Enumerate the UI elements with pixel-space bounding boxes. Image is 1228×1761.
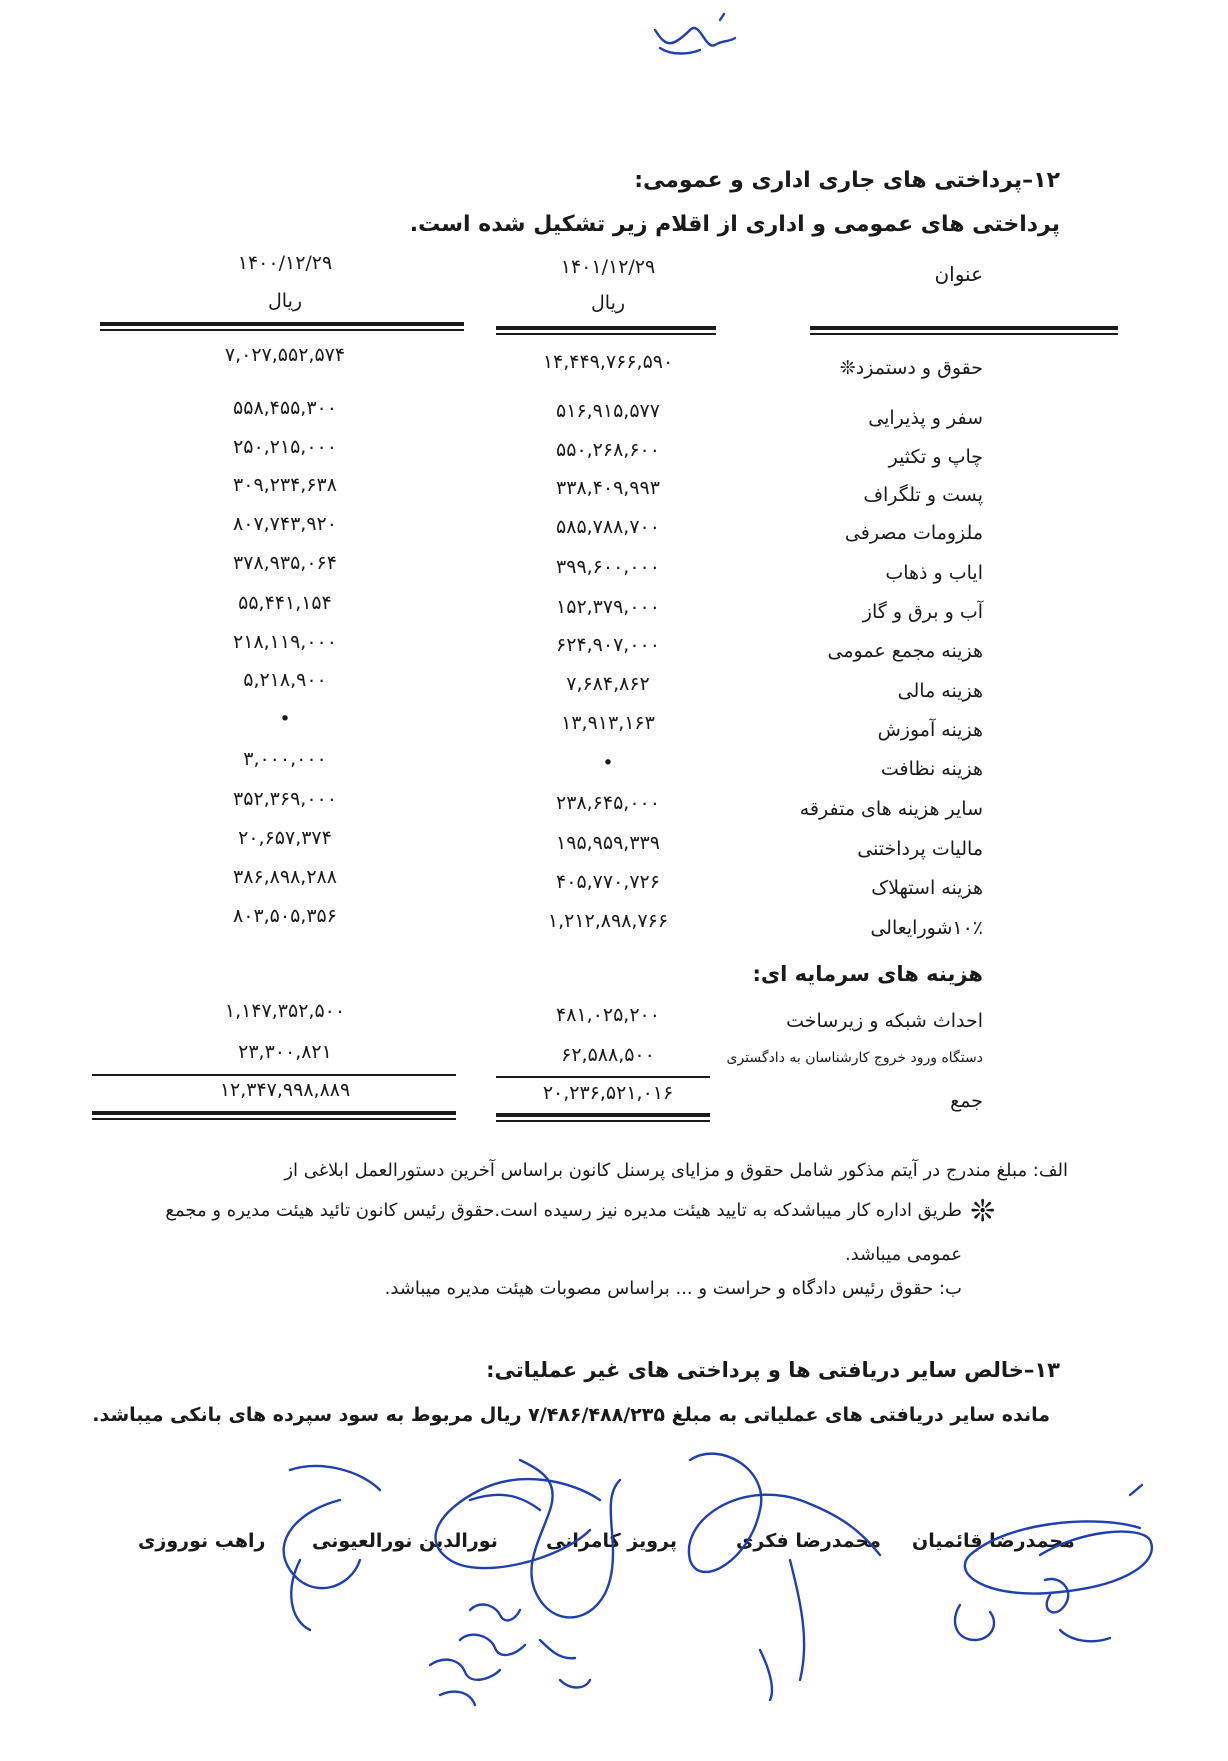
row-value-1401: ۱۴,۴۴۹,۷۶۶,۵۹۰ xyxy=(542,351,674,373)
total-bottom-rule-1400 xyxy=(92,1111,456,1115)
row-value-1400: ۲۵۰,۲۱۵,۰۰۰ xyxy=(233,436,337,458)
row-label: هزینه آموزش xyxy=(877,719,983,741)
signatory-name: نورالدین نورالعیونی xyxy=(312,1530,498,1552)
row-label: چاپ و تکثیر xyxy=(888,446,983,468)
capital-heading: هزینه های سرمایه ای: xyxy=(752,962,983,986)
total-label: جمع xyxy=(950,1090,983,1112)
row-value-1401: ۳۳۸,۴۰۹,۹۹۳ xyxy=(556,477,660,499)
column-title-header: عنوان xyxy=(934,262,983,286)
column-1400-date: ۱۴۰۰/۱۲/۲۹ xyxy=(237,252,333,274)
total-value-1401: ۲۰,۲۳۶,۵۲۱,۰۱۶ xyxy=(542,1082,674,1104)
header-rule-1401-2 xyxy=(496,333,716,335)
row-label: ایاب و ذهاب xyxy=(885,562,983,584)
row-value-1401: • xyxy=(602,752,614,774)
row-value-1401: ۱,۲۱۲,۸۹۸,۷۶۶ xyxy=(547,910,669,932)
row-label: مالیات پرداختنی xyxy=(857,838,983,860)
row-value-1401: ۱۵۲,۳۷۹,۰۰۰ xyxy=(556,596,660,618)
total-bottom-rule-1401 xyxy=(496,1113,710,1117)
row-label: سایر هزینه های متفرقه xyxy=(799,798,983,820)
row-value-1400: ۵,۲۱۸,۹۰۰ xyxy=(243,669,327,691)
row-value-1401: ۴۰۵,۷۷۰,۷۲۶ xyxy=(556,871,660,893)
row-value-1400: ۳,۰۰۰,۰۰۰ xyxy=(243,748,327,770)
row-value-1400: ۷,۰۲۷,۵۵۲,۵۷۴ xyxy=(224,344,346,366)
row-value-1400: ۳۰۹,۲۳۴,۶۳۸ xyxy=(233,474,337,496)
row-label: ۱۰٪شورایعالی xyxy=(870,917,983,939)
section-12-subtitle: پرداختی های عمومی و اداری از اقلام زیر تشکیل شده است. xyxy=(409,212,1060,237)
row-label: هزینه استهلاک xyxy=(871,877,983,899)
total-top-rule-1401 xyxy=(496,1076,710,1078)
header-rule-1400-2 xyxy=(100,329,464,331)
row-value-1400: ۲۰,۶۵۷,۳۷۴ xyxy=(238,827,332,849)
row-label: هزینه نظافت xyxy=(880,758,983,780)
row-value-1400: • xyxy=(279,708,291,730)
row-label: ملزومات مصرفی xyxy=(844,522,983,544)
row-label: حقوق و دستمزد❊ xyxy=(839,357,983,379)
row-value-1400: ۸۰۳,۵۰۵,۳۵۶ xyxy=(233,905,337,927)
row-value-1401: ۵۵۰,۲۶۸,۶۰۰ xyxy=(556,439,660,461)
row-value-1401: ۷,۶۸۴,۸۶۲ xyxy=(566,673,650,695)
row-value-1401: ۱۹۵,۹۵۹,۳۳۹ xyxy=(556,832,660,854)
row-value-1400: ۵۵۸,۴۵۵,۳۰۰ xyxy=(233,397,337,419)
row-label: سفر و پذیرایی xyxy=(868,407,983,429)
row-value-1401: ۶۲۴,۹۰۷,۰۰۰ xyxy=(556,634,660,656)
section-12-title: ۱۲–پرداختی های جاری اداری و عمومی: xyxy=(634,168,1060,193)
signatory-name: محمدرضا قائمیان xyxy=(912,1530,1075,1552)
row-value-1400: ۳۷۸,۹۳۵,۰۶۴ xyxy=(233,552,337,574)
total-top-rule-1400 xyxy=(92,1074,456,1076)
capital-row-value-1401: ۶۲,۵۸۸,۵۰۰ xyxy=(561,1044,655,1066)
note-line-4: ب: حقوق رئیس دادگاه و حراست و ... براساس مصوبات هیئت مدیره میباشد. xyxy=(384,1278,962,1299)
capital-row-value-1400: ۱,۱۴۷,۳۵۲,۵۰۰ xyxy=(224,1000,346,1022)
capital-row-value-1401: ۴۸۱,۰۲۵,۲۰۰ xyxy=(556,1004,660,1026)
capital-row-label: احداث شبکه و زیرساخت xyxy=(786,1010,983,1032)
signatory-name: راهب نوروزی xyxy=(138,1530,266,1552)
row-value-1401: ۱۳,۹۱۳,۱۶۳ xyxy=(561,712,655,734)
asterisk-icon: ❊ xyxy=(970,1194,996,1229)
capital-row-label: دستگاه ورود خروج کارشناسان به دادگستری xyxy=(726,1050,983,1066)
row-value-1401: ۲۳۸,۶۴۵,۰۰۰ xyxy=(556,792,660,814)
row-label: هزینه مالی xyxy=(897,680,983,702)
header-rule-title-2 xyxy=(810,333,1118,335)
total-value-1400: ۱۲,۳۴۷,۹۹۸,۸۸۹ xyxy=(219,1079,351,1101)
row-value-1400: ۳۸۶,۸۹۸,۲۸۸ xyxy=(233,866,337,888)
row-label: پست و تلگراف xyxy=(863,484,983,506)
note-line-3: عمومی میباشد. xyxy=(844,1244,962,1265)
column-1401-date: ۱۴۰۱/۱۲/۲۹ xyxy=(560,256,656,278)
note-line-1: الف: مبلغ مندرج در آیتم مذکور شامل حقوق و مزایای پرسنل کانون براساس آخرین دستورالعمل ابلاغی از xyxy=(284,1160,1068,1181)
row-label: آب و برق و گاز xyxy=(862,601,983,623)
capital-row-value-1400: ۲۳,۳۰۰,۸۲۱ xyxy=(238,1041,332,1063)
section-13-text: مانده سایر دریافتی های عملیاتی به مبلغ ۷/۴۸۶/۴۸۸/۲۳۵ ریال مربوط به سود سپرده های بانکی میباشد. xyxy=(92,1404,1050,1426)
total-bottom-rule-1400-2 xyxy=(92,1118,456,1120)
row-value-1400: ۸۰۷,۷۴۳,۹۲۰ xyxy=(233,513,337,535)
row-value-1401: ۳۹۹,۶۰۰,۰۰۰ xyxy=(556,556,660,578)
column-1401-unit: ریال xyxy=(590,292,626,314)
row-value-1400: ۳۵۲,۳۶۹,۰۰۰ xyxy=(233,788,337,810)
row-value-1400: ۲۱۸,۱۱۹,۰۰۰ xyxy=(233,631,337,653)
total-bottom-rule-1401-2 xyxy=(496,1120,710,1122)
section-13-title: ۱۳–خالص سایر دریافتی ها و پرداختی های غیر عملیاتی: xyxy=(486,1358,1060,1382)
header-rule-1401 xyxy=(496,326,716,330)
header-rule-1400 xyxy=(100,322,464,326)
row-value-1401: ۵۸۵,۷۸۸,۷۰۰ xyxy=(556,516,660,538)
row-value-1401: ۵۱۶,۹۱۵,۵۷۷ xyxy=(556,400,660,422)
row-value-1400: ۵۵,۴۴۱,۱۵۴ xyxy=(238,592,332,614)
column-1400-unit: ریال xyxy=(267,290,303,312)
signatory-name: پرویز کامرانی xyxy=(546,1530,677,1552)
row-label: هزینه مجمع عمومی xyxy=(827,640,983,662)
header-rule-title xyxy=(810,326,1118,330)
note-line-2: طریق اداره کار میباشدکه به تایید هیئت مدیره نیز رسیده است.حقوق رئیس کانون تائید هیئت مدیره و مجمع xyxy=(165,1200,962,1221)
signatory-name: محمدرضا فکری xyxy=(736,1530,881,1552)
